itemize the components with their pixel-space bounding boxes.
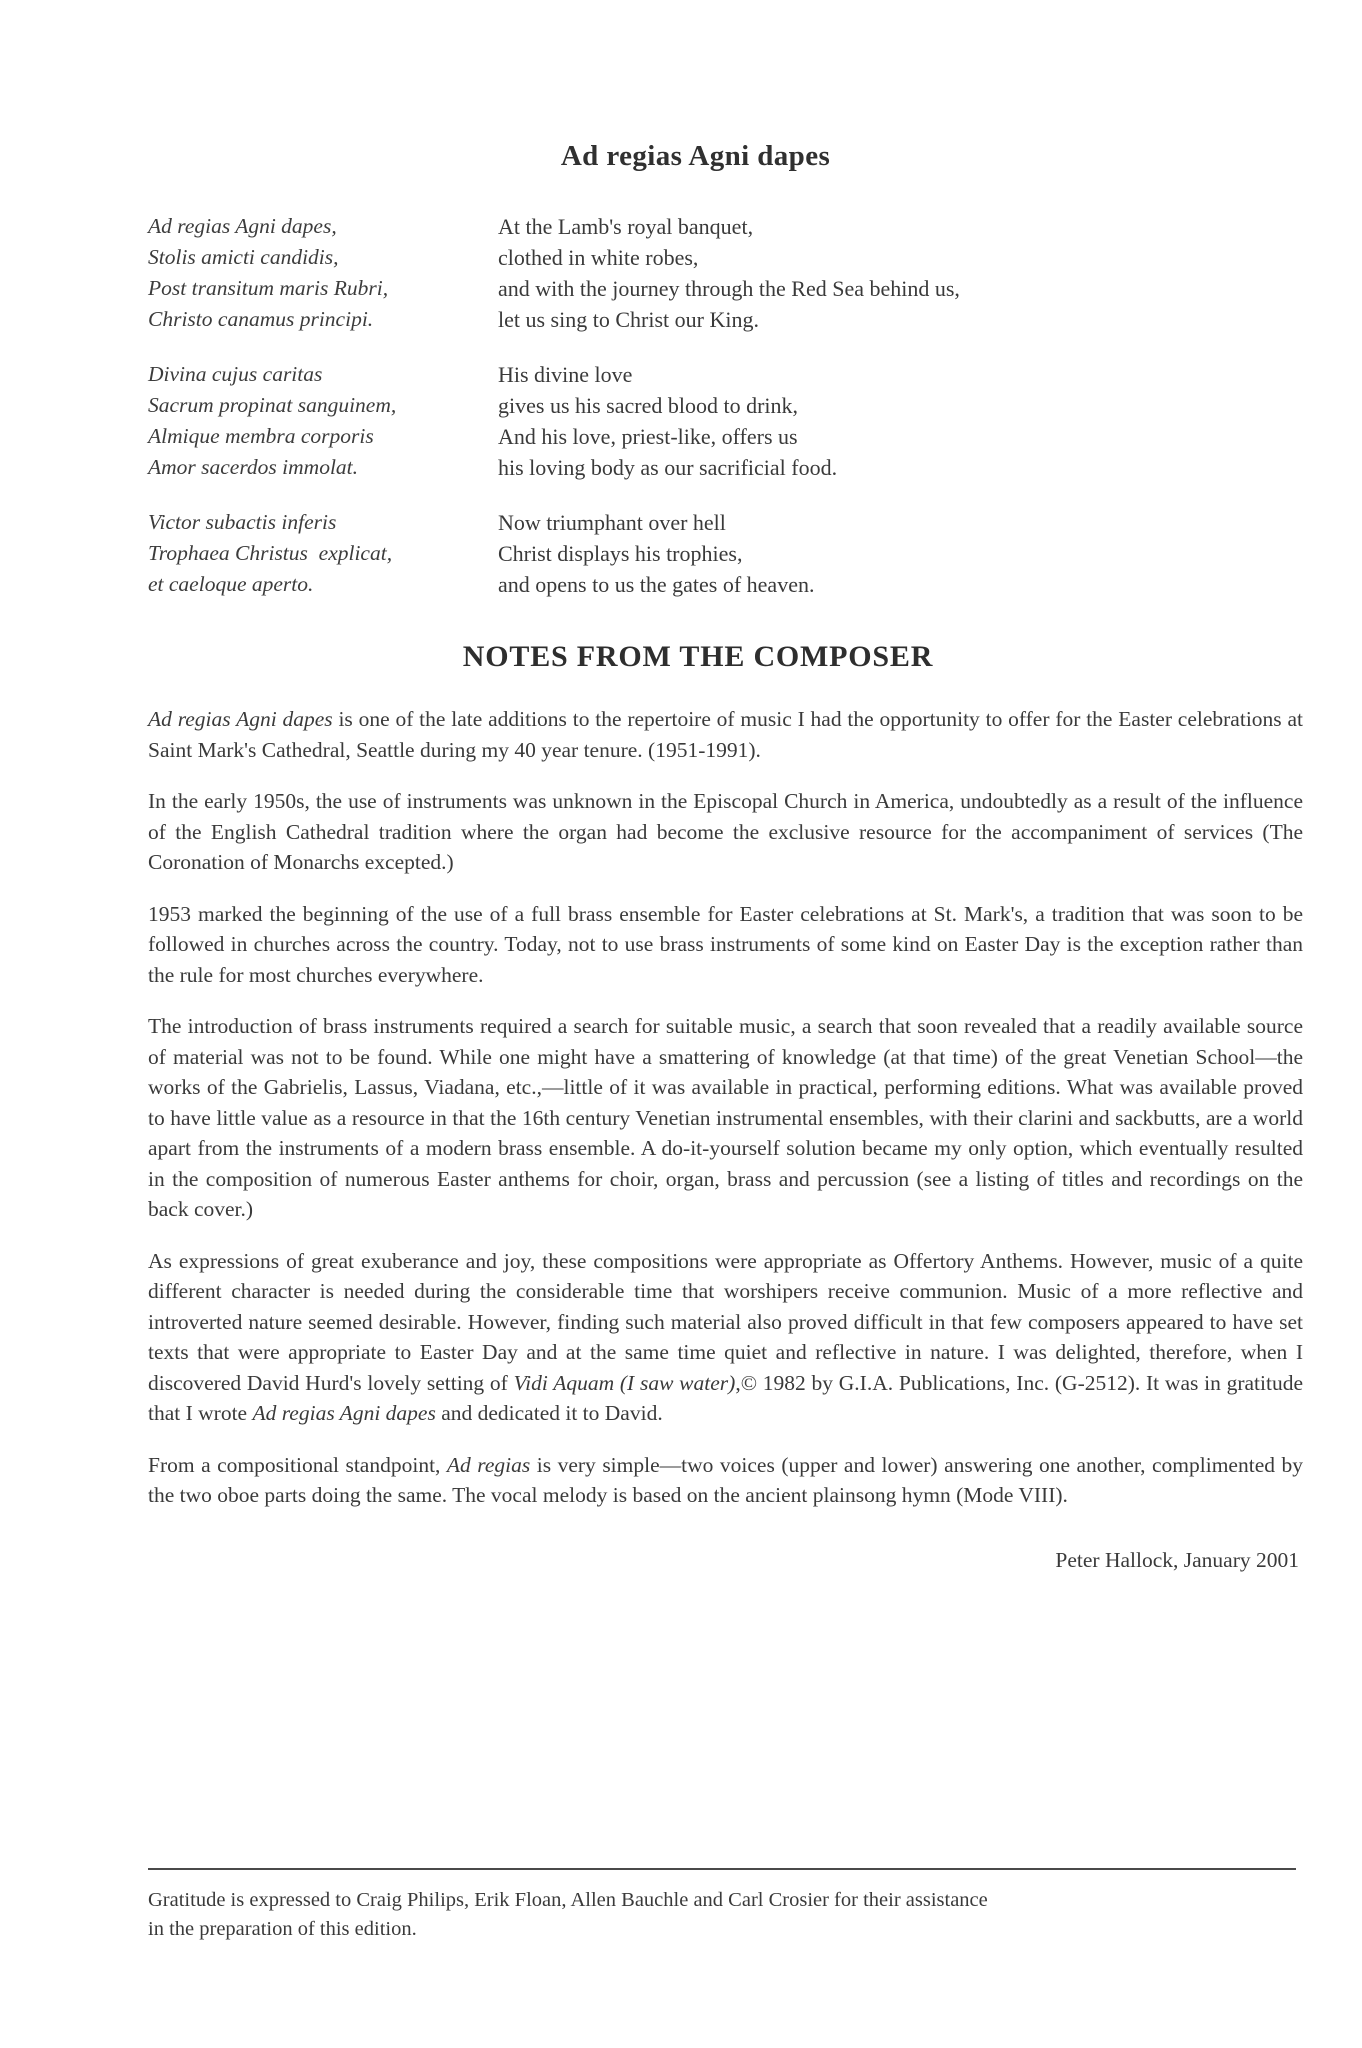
english-stanza bbox=[498, 359, 1198, 483]
composer-notes bbox=[148, 704, 1303, 1511]
hymn-line: Almique membra corporis bbox=[148, 424, 374, 448]
hymn-line: Divina cujus caritas bbox=[148, 362, 323, 386]
hymn-line: His divine love bbox=[498, 362, 633, 387]
hymn-line: clothed in white robes, bbox=[498, 245, 699, 270]
page-footer bbox=[148, 1868, 1296, 1944]
footer-acknowledgement-line-1: Gratitude is expressed to Craig Philips, Erik Floan, Allen Bauchle and Carl Crosier for their assistance bbox=[148, 1889, 988, 1911]
notes-paragraph bbox=[148, 1246, 1303, 1429]
latin-stanza bbox=[148, 359, 498, 483]
footer-divider bbox=[148, 1868, 1296, 1870]
hymn-line: Christo canamus principi. bbox=[148, 307, 374, 331]
latin-stanza bbox=[148, 211, 498, 335]
notes-italic-i-saw-water: (I saw water) bbox=[619, 1370, 736, 1395]
notes-text-part: ,© 1982 by G.I.A. Publications, Inc. (G-2512). It was in gratitude that I wrote bbox=[148, 1370, 1303, 1425]
page-content bbox=[148, 0, 1303, 1575]
hymn-line: Stolis amicti candidis, bbox=[148, 245, 339, 269]
notes-paragraph bbox=[148, 1450, 1303, 1511]
notes-paragraph: 1953 marked the beginning of the use of a full brass ensemble for Easter celebrations at St. Mark's, a tradition that was soon to be followed in churches across the country. Today, not to use brass instruments of some kind on Easter Day is the exception rather than the rule for most churches everywhere. bbox=[148, 901, 1303, 987]
hymn-line: Amor sacerdos immolat. bbox=[148, 455, 359, 479]
hymn-line: and with the journey through the Red Sea behind us, bbox=[498, 276, 960, 301]
hymn-line: Trophaea Christus explicat, bbox=[148, 541, 393, 565]
hymn-line: Now triumphant over hell bbox=[498, 510, 726, 535]
notes-italic-vidi-aquam: Vidi Aquam bbox=[513, 1370, 615, 1395]
notes-text-part: is very simple—two voices (upper and lower) answering one another, complimented by the two oboe parts doing the same. The vocal melody is based on the ancient plainsong hymn (Mode VIII). bbox=[148, 1452, 1303, 1507]
hymn-line: gives us his sacred blood to drink, bbox=[498, 393, 799, 418]
notes-text-part: From a compositional standpoint, bbox=[148, 1452, 447, 1477]
notes-paragraph: In the early 1950s, the use of instruments was unknown in the Episcopal Church in America, undoubtedly as a result of the influence of the English Cathedral tradition where the organ had become the exclusive resource for the accompaniment of services (The Coronation of Monarchs excepted.) bbox=[148, 789, 1303, 874]
hymn-line: let us sing to Christ our King. bbox=[498, 307, 759, 332]
hymn-line: et caeloque aperto. bbox=[148, 572, 314, 596]
notes-italic-ad-regias: Ad regias Agni dapes bbox=[252, 1401, 436, 1425]
hymn-line: his loving body as our sacrificial food. bbox=[498, 455, 838, 480]
hymn-line: and opens to us the gates of heaven. bbox=[498, 572, 815, 597]
hymn-line: Ad regias Agni dapes, bbox=[148, 214, 337, 238]
hymn-line: And his love, priest-like, offers us bbox=[498, 424, 798, 449]
notes-italic-ad-regias: Ad regias bbox=[446, 1452, 531, 1477]
hymn-line: At the Lamb's royal banquet, bbox=[498, 214, 754, 239]
footer-acknowledgement-line-2: in the preparation of this edition. bbox=[148, 1918, 417, 1940]
latin-stanza bbox=[148, 507, 498, 600]
notes-text-part: As expressions of great exuberance and joy, these compositions were appropriate as Offertory Anthems. However, music of a quite different character is needed during the considerable time that worshipers receive communion. Music of a more reflective and introverted nature seemed desirable. However, finding such material also proved difficult in that few composers appeared to have set texts that were appropriate to Easter Day and at the same time quiet and reflective in nature. I was delighted, therefore, when I discovered David Hurd's lovely setting of bbox=[148, 1248, 1303, 1395]
notes-paragraph-lead-italic: Ad regias Agni dapes bbox=[148, 707, 333, 731]
hymn-line: Sacrum propinat sanguinem, bbox=[148, 393, 397, 417]
hymn-line: Post transitum maris Rubri, bbox=[148, 276, 389, 300]
hymn-column-english bbox=[498, 211, 1198, 600]
english-stanza bbox=[498, 211, 1198, 335]
english-stanza bbox=[498, 507, 1198, 600]
hymn-line: Victor subactis inferis bbox=[148, 510, 337, 534]
hymn-column-latin bbox=[148, 211, 498, 600]
notes-paragraph: The introduction of brass instruments required a search for suitable music, a search that soon revealed that a readily available source of material was not to be found. While one might have a smattering of knowledge (at that time) of the great Venetian School—the works of the Gabrielis, Lassus, Viadana, etc.,—little of it was available in practical, performing editions. What was available proved to have little value as a resource in that the 16th century Venetian instrumental ensembles, with their clarini and sackbutts, are a world apart from the instruments of a modern brass ensemble. A do-it-yourself solution became my only option, which eventually resulted in the composition of numerous Easter anthems for choir, organ, brass and percussion (see a listing of titles and recordings on the back cover.) bbox=[148, 1014, 1303, 1221]
notes-paragraph-text: is one of the late additions to the repertoire of music I had the opportunity to offer for the Easter celebrations at Saint Mark's Cathedral, Seattle during my 40 year tenure. (1951-1991). bbox=[148, 707, 1303, 762]
hymn-line: Christ displays his trophies, bbox=[498, 541, 743, 566]
notes-text-part: and dedicated it to David. bbox=[435, 1401, 663, 1425]
notes-paragraph bbox=[148, 704, 1303, 765]
page-title: Ad regias Agni dapes bbox=[560, 140, 831, 172]
composer-signature: Peter Hallock, January 2001 bbox=[1055, 1547, 1299, 1572]
section-heading-notes: NOTES FROM THE COMPOSER bbox=[462, 640, 934, 673]
hymn-text-block bbox=[148, 211, 1303, 600]
